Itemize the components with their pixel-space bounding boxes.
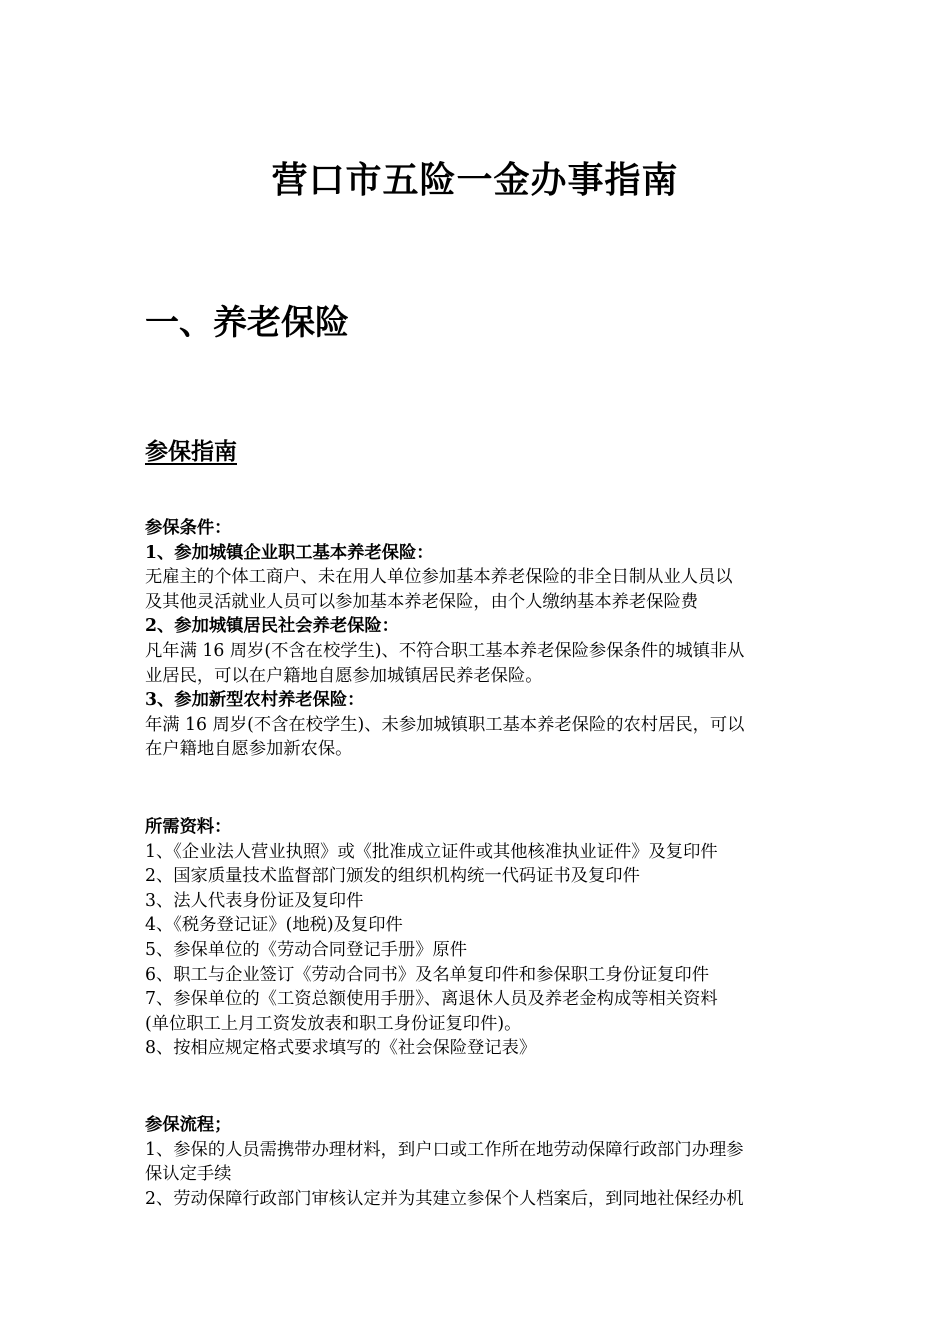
document-title: 营口市五险一金办事指南 <box>271 159 679 201</box>
material-item: (单位职工上月工资发放表和职工身份证复印件)。 <box>145 1013 522 1034</box>
condition-3-text-line-1: 年满 16 周岁(不含在校学生)、未参加城镇职工基本养老保险的农村居民，可以 <box>145 714 745 735</box>
conditions-label: 参保条件： <box>145 518 232 538</box>
condition-2-heading: 2、参加城镇居民社会养老保险： <box>145 616 399 637</box>
process-step-2-line-1: 2、劳动保障行政部门审核认定并为其建立参保个人档案后，到同地社保经办机 <box>145 1188 744 1209</box>
condition-1-heading: 1、参加城镇企业职工基本养老保险： <box>145 542 434 563</box>
sub-heading-enrollment-guide: 参保指南 <box>145 438 237 465</box>
condition-1-text-line-2: 及其他灵活就业人员可以参加基本养老保险，由个人缴纳基本养老保险费 <box>145 591 699 612</box>
material-item: 1、《企业法人营业执照》或《批准成立证件或其他核准执业证件》及复印件 <box>145 841 718 862</box>
material-item: 3、法人代表身份证及复印件 <box>145 890 364 911</box>
condition-1-text-line-1: 无雇主的个体工商户、未在用人单位参加基本养老保险的非全日制从业人员以 <box>145 567 733 588</box>
process-step-1-line-2: 保认定手续 <box>145 1164 232 1185</box>
material-item: 8、按相应规定格式要求填写的《社会保险登记表》 <box>145 1038 537 1059</box>
material-item: 5、参保单位的《劳动合同登记手册》原件 <box>145 939 468 960</box>
condition-3-heading: 3、参加新型农村养老保险： <box>145 690 365 711</box>
condition-2-text-line-2: 业居民，可以在户籍地自愿参加城镇居民养老保险。 <box>145 665 543 686</box>
required-materials-block <box>145 815 810 1061</box>
enrollment-conditions-block <box>145 516 810 762</box>
process-label: 参保流程； <box>145 1115 232 1135</box>
materials-label: 所需资料： <box>145 817 232 837</box>
section-heading-pension-insurance: 一、养老保险 <box>145 303 349 343</box>
condition-3-text-line-2: 在户籍地自愿参加新农保。 <box>145 739 353 760</box>
condition-2-text-line-1: 凡年满 16 周岁(不含在校学生)、不符合职工基本养老保险参保条件的城镇非从 <box>145 640 745 661</box>
material-item: 4、《税务登记证》(地税)及复印件 <box>145 915 403 936</box>
material-item: 2、国家质量技术监督部门颁发的组织机构统一代码证书及复印件 <box>145 866 640 887</box>
process-step-1-line-1: 1、参保的人员需携带办理材料，到户口或工作所在地劳动保障行政部门办理参 <box>145 1139 744 1160</box>
material-item: 6、职工与企业签订《劳动合同书》及名单复印件和参保职工身份证复印件 <box>145 964 709 985</box>
enrollment-process-block <box>145 1113 810 1211</box>
material-item: 7、参保单位的《工资总额使用手册》、离退休人员及养老金构成等相关资料 <box>145 989 718 1010</box>
